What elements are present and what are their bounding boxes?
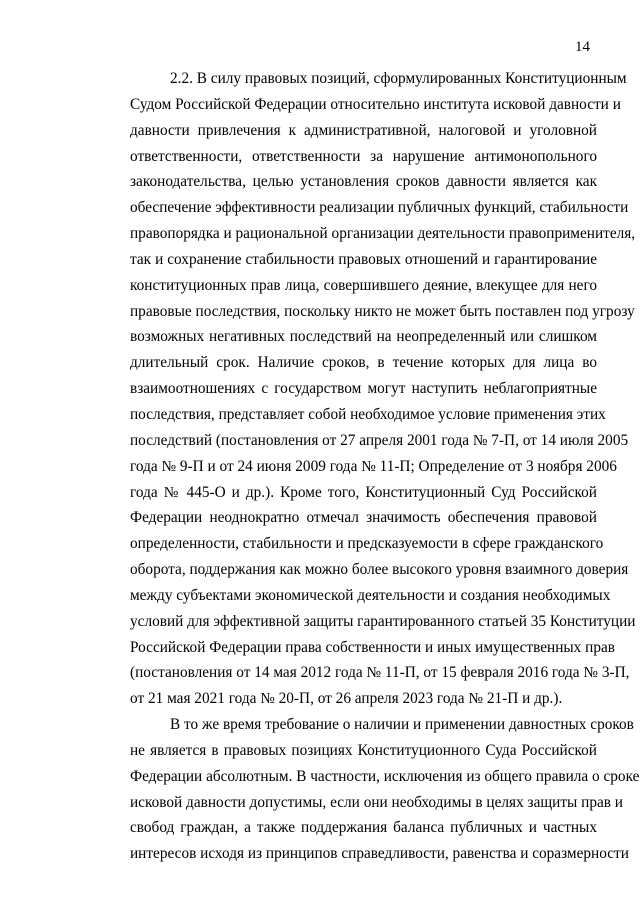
text-line: возможных негативных последствий на неопределенный или слишком: [130, 328, 597, 346]
paragraph-limitation-periods-not-absolute: [90, 712, 640, 867]
text-line: Федерации абсолютным. В частности, исключения из общего правила о сроке: [130, 767, 640, 785]
paragraph-constitutional-court-positions: [90, 66, 636, 712]
text-line: последствия, представляет собой необходимое условие применения этих: [130, 405, 606, 423]
text-line: свобод граждан, а также поддержания баланса публичных и частных: [130, 819, 597, 837]
document-body: [90, 66, 640, 867]
text-line: длительный срок. Наличие сроков, в течение которых для лица во: [130, 354, 597, 372]
text-line: ответственности, ответственности за нарушение антимонопольного: [130, 147, 597, 165]
text-line: интересов исходя из принципов справедливости, равенства и соразмерности: [130, 845, 629, 863]
text-line: между субъектами экономической деятельности и создания необходимых: [130, 586, 611, 604]
text-line: Федерации неоднократно отмечал значимость обеспечения правовой: [130, 509, 597, 527]
text-line: обеспечение эффективности реализации публичных функций, стабильности: [130, 199, 629, 217]
text-line: года № 445-О и др.). Кроме того, Конституционный Суд Российской: [130, 483, 597, 501]
page-number: 14: [575, 39, 590, 55]
text-line: года № 9-П и от 24 июня 2009 года № 11-П; Определение от 3 ноября 2006: [130, 457, 617, 475]
text-line: правопорядка и рациональной организации деятельности правоприменителя,: [130, 225, 636, 243]
text-line: исковой давности допустимы, если они необходимы в целях защиты прав и: [130, 793, 623, 811]
text-line: правовые последствия, поскольку никто не может быть поставлен под угрозу: [130, 302, 635, 320]
text-line: законодательства, целью установления сроков давности является как: [130, 173, 597, 191]
text-line: Судом Российской Федерации относительно института исковой давности и: [130, 95, 621, 113]
text-line: последствий (постановления от 27 апреля 2001 года № 7-П, от 14 июля 2005: [130, 431, 629, 449]
text-line: оборота, поддержания как можно более высокого уровня взаимного доверия: [130, 561, 629, 579]
text-line: определенности, стабильности и предсказуемости в сфере гражданского: [130, 535, 604, 553]
text-line: взаимоотношениях с государством могут наступить неблагоприятные: [130, 380, 597, 398]
text-line: условий для эффективной защиты гарантированного статьей 35 Конституции: [130, 612, 636, 630]
text-line: от 21 мая 2021 года № 20-П, от 26 апреля 2023 года № 21-П и др.).: [130, 690, 563, 708]
text-line: не является в правовых позициях Конституционного Суда Российской: [130, 741, 597, 759]
text-line: 2.2. В силу правовых позиций, сформулированных Конституционным: [170, 70, 627, 87]
text-line: В то же время требование о наличии и применении давностных сроков: [170, 716, 634, 734]
text-line: (постановления от 14 мая 2012 года № 11-П, от 15 февраля 2016 года № 3-П,: [130, 664, 630, 682]
text-line: так и сохранение стабильности правовых отношений и гарантирование: [130, 250, 597, 268]
text-line: конституционных прав лица, совершившего деяние, влекущее для него: [130, 276, 597, 294]
text-line: давности привлечения к административной, налоговой и уголовной: [130, 121, 597, 139]
text-line: Российской Федерации права собственности и иных имущественных прав: [130, 638, 616, 656]
